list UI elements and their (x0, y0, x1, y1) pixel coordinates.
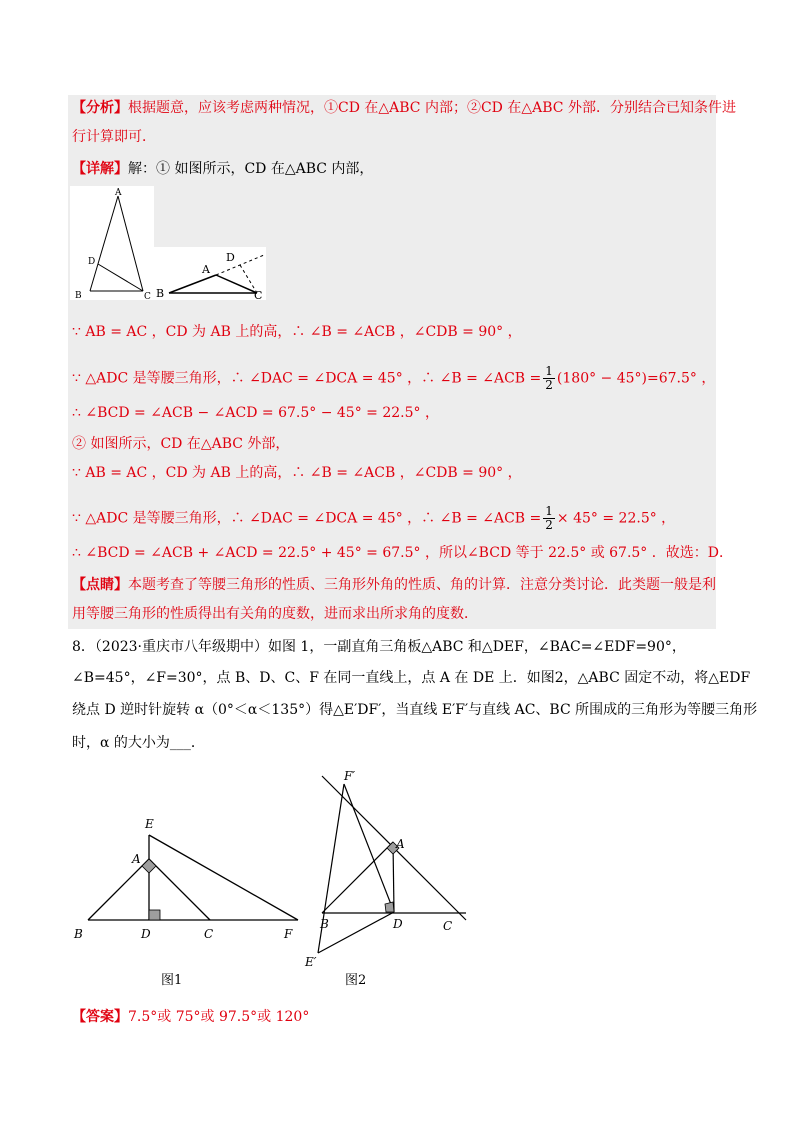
fraction-half-2: $\frac{1}{2}$ (545, 504, 553, 532)
fig2-label-a: A (396, 837, 405, 851)
fig1-label-c: C (204, 927, 214, 941)
fig-outside-label-b: B (156, 287, 165, 300)
case2-line-1: ② 如图所示，CD 在△ABC 外部， (72, 436, 290, 452)
fraction-half: $\frac{1}{2}$ (545, 364, 553, 392)
fig2-label-e: E′ (305, 955, 317, 969)
fig-inside-label-a: A (115, 188, 122, 198)
question-line-2: ∠B=45°，∠F=30°，点 B、D、C、F 在同一直线上，点 A 在 DE 上．如图2，△ABC 固定不动，将△EDF (72, 670, 751, 686)
question-line-4: 时，α 的大小为___． (72, 735, 205, 751)
fig2-label-b: B (320, 917, 329, 931)
case1-line-2: ∵ △ADC 是等腰三角形，∴ ∠DAC = ∠DCA = 45° ，∴ ∠B = ∠ACB = $\frac{1}{2}$ (180° − 45°)=67.5° ， (72, 364, 716, 392)
fig1-label-e: E (145, 817, 154, 831)
fig-inside-label-b: B (75, 291, 82, 300)
question-line-3: 绕点 D 逆时针旋转 α（0°＜α＜135°）得△E′DF′，当直线 E′F′与直线 AC、BC 所围成的三角形为等腰三角形 (72, 702, 758, 718)
figure-1-caption: 图1 (161, 973, 183, 988)
comment-line-1: 【点睛】本题考查了等腰三角形的性质、三角形外角的性质、角的计算．注意分类讨论．此类题一般是利 (72, 577, 716, 593)
figure-2-caption: 图2 (345, 973, 367, 988)
fig2-label-c: C (443, 919, 453, 933)
fig-inside-label-d: D (88, 257, 96, 267)
detail-figure-outside (154, 247, 266, 300)
question-line-1: 8．（2023·重庆市八年级期中）如图 1，一副直角三角板△ABC 和△DEF，∠BAC=∠EDF=90°， (72, 639, 686, 655)
comment-line-2: 用等腰三角形的性质得出有关角的度数，进而求出所求角的度数． (72, 606, 478, 622)
fig1-label-d: D (141, 927, 151, 941)
answer-line: 【答案】7.5°或 75°或 97.5°或 120° (72, 1009, 310, 1025)
analysis-line-1: 【分析】根据题意，应该考虑两种情况，①CD 在△ABC 内部；②CD 在△ABC 外部．分别结合已知条件进 (72, 100, 736, 116)
fig2-label-d: D (393, 917, 403, 931)
fig-outside-label-d: D (226, 251, 235, 264)
case2-line-2: ∵ AB = AC ，CD 为 AB 上的高，∴ ∠B = ∠ACB ，∠CDB = 90° ， (72, 465, 522, 481)
fig1-label-a: A (132, 852, 141, 866)
fig1-label-f: F (284, 927, 293, 941)
fig-inside-label-c: C (144, 292, 151, 300)
detail-intro: 【详解】解：① 如图所示，CD 在△ABC 内部， (72, 161, 374, 177)
detail-figure-inside (70, 186, 154, 300)
fig1-label-b: B (74, 927, 83, 941)
case2-line-3: ∵ △ADC 是等腰三角形，∴ ∠DAC = ∠DCA = 45° ，∴ ∠B = ∠ACB = $\frac{1}{2}$ × 45° = 22.5° ， (72, 504, 676, 532)
figure-2 (300, 768, 480, 990)
case1-line-1: ∵ AB = AC ，CD 为 AB 上的高，∴ ∠B = ∠ACB ，∠CDB = 90° ， (72, 324, 522, 340)
analysis-line-2: 行计算即可． (72, 129, 156, 145)
case2-line-4: ∴ ∠BCD = ∠ACB + ∠ACD = 22.5° + 45° = 67.5° ，所以∠BCD 等于 22.5° 或 67.5° ．故选：D． (72, 545, 733, 561)
fig-outside-label-a: A (202, 263, 210, 276)
fig2-label-f: F′ (344, 769, 356, 783)
case1-line-3: ∴ ∠BCD = ∠ACB − ∠ACD = 67.5° − 45° = 22.5° ， (72, 405, 439, 421)
figure-1 (70, 810, 305, 990)
fig-outside-label-c: C (254, 289, 263, 300)
